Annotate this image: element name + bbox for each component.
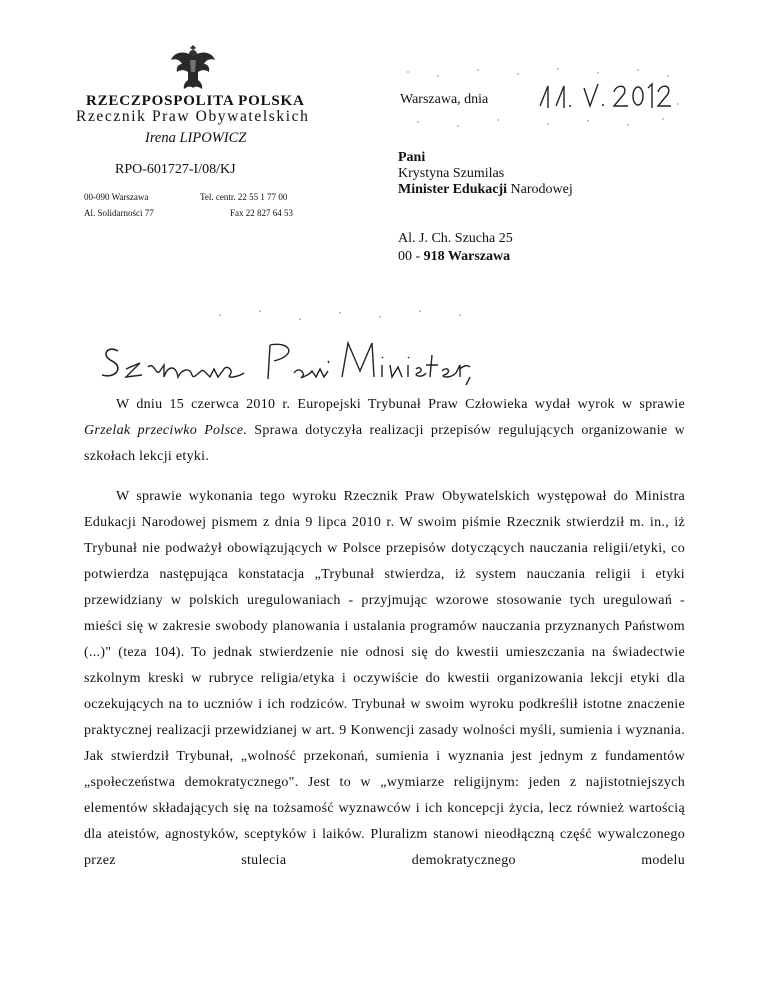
sender-postal: 00-090 Warszawa (84, 192, 149, 202)
paragraph-1-text-a: W dniu 15 czerwca 2010 r. Europejski Trybunał Praw Człowieka wydał wyrok w sprawie (116, 397, 685, 412)
date-label: Warszawa, dnia (400, 92, 489, 107)
org-subtitle: Rzecznik Praw Obywatelskich (76, 108, 310, 125)
scan-noise-2 (200, 305, 480, 335)
addressee-role-bold: Minister Edukacji (398, 182, 508, 197)
paragraph-1 (84, 392, 685, 470)
addressee-street: Al. J. Ch. Szucha 25 (398, 231, 513, 246)
addressee-address (398, 230, 513, 266)
org-name: RZECZPOSPOLITA POLSKA (86, 93, 305, 109)
eagle-emblem-icon (168, 42, 218, 92)
addressee-role-rest: Narodowej (507, 182, 573, 197)
sender-street: Al. Solidarności 77 (84, 208, 154, 218)
addressee-block (398, 150, 573, 198)
sender-fax: Fax 22 827 64 53 (230, 208, 293, 218)
letter-body (84, 392, 685, 888)
addressee-postal-prefix: 00 - (398, 249, 424, 264)
paragraph-1-text-b: Sprawa dotyczyła realizacji przepisów regulujących organizowanie w szkołach lekcji etyki. (84, 423, 685, 464)
reference-number: RPO-601727-I/08/KJ (115, 162, 236, 177)
paragraph-2: W sprawie wykonania tego wyroku Rzecznik Praw Obywatelskich występował do Ministra Edukacji Narodowej pismem z dnia 9 lipca 2010 r. W swoim piśmie Rzecznik stwierdził m. in., iż Trybunał nie podważył obowiązujących w Polsce przepisów dotyczących nauczania religii/etyki, co potwierdza następująca konstatacja „Trybunał stwierdza, iż system nauczania religii i etyki przewidziany w polskich uregulowaniach - przyjmując wzorowe stosowanie tych uregulowań - mieści się w zakresie swobody planowania i ustalania programów nauczania przyznanych Państwom (...)" (teza 104). To jednak stwierdzenie nie odnosi się do kwestii umieszczania na świadectwie szkolnym kreski w rubryce religia/etyka i oczywiście do kwestii organizowania lekcji etyki dla oczekujących na to uczniów i ich rodziców. Trybunał w swoim wyroku podkreślił istotne znaczenie praktycznej realizacji przewidzianej w art. 9 Konwencji zasady wolności myśli, sumienia i wyznania. Jak stwierdził Trybunał, „wolność przekonań, sumienia i wyznania jest jednym z fundamentów „społeczeństwa demokratycznego". Jest to w „wymiarze religijnym: jeden z najistotniejszych elementów składających się na tożsamość wyznawców i ich koncepcji życia, lecz również wartością dla ateistów, agnostyków, sceptyków i laików. Pluralizm stanowi nieodłączną część wywalczonego przez stulecia demokratycznego modelu (84, 489, 685, 868)
addressee-postal-city: 918 Warszawa (423, 249, 511, 264)
scan-noise (398, 64, 688, 134)
sender-phone: Tel. centr. 22 55 1 77 00 (200, 192, 288, 202)
addressee-title: Pani (398, 150, 426, 165)
addressee-name: Krystyna Szumilas (398, 166, 505, 181)
case-name: Grzelak przeciwko Polsce. (84, 423, 248, 438)
org-person: Irena LIPOWICZ (145, 130, 247, 146)
